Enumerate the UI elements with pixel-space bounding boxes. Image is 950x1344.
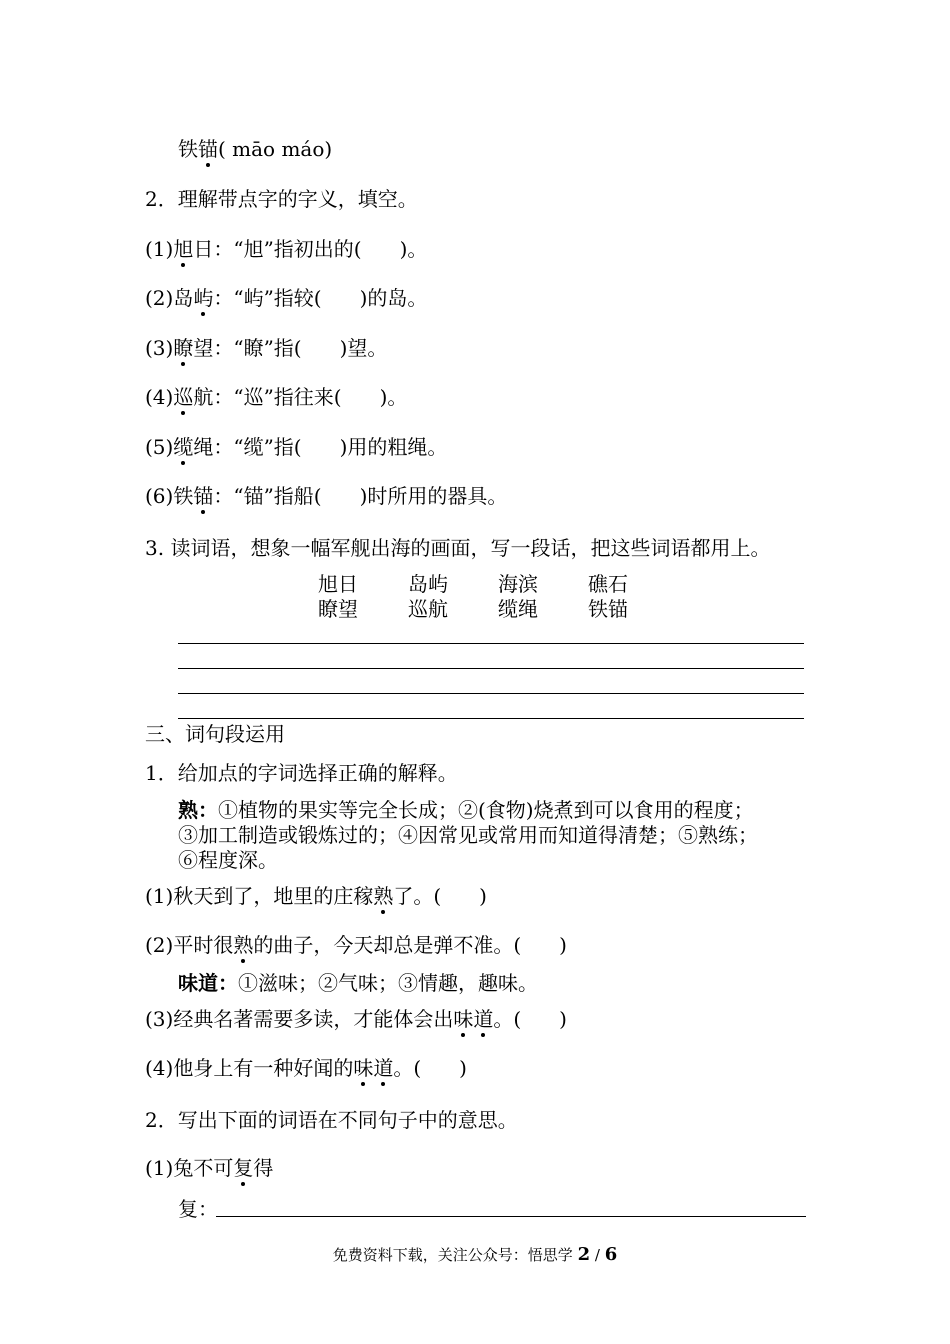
word: 礁石 (588, 572, 628, 596)
word: 瞭望 (318, 597, 358, 621)
dotted-char: 巡 (173, 385, 194, 409)
dotted-char: 锚 (193, 484, 214, 508)
word: 旭日 (318, 572, 358, 596)
dotted-char: 瞭 (173, 336, 194, 360)
s3-q2-label: 复： (178, 1197, 218, 1221)
word: 岛屿 (408, 572, 448, 596)
dotted-char: 熟 (233, 933, 254, 957)
dotted-char: 道 (373, 1056, 394, 1080)
dotted-char: 屿 (193, 286, 214, 310)
q2-item-2: (2)岛屿：“屿”指较( )的岛。 (145, 286, 428, 310)
writing-line[interactable] (178, 643, 804, 644)
shu-definition: 熟：①植物的果实等完全长成；②(食物)烧煮到可以食用的程度； (178, 798, 754, 822)
s3-q1-title: 1．给加点的字词选择正确的解释。 (145, 761, 458, 785)
dotted-char: 缆 (173, 435, 194, 459)
s3-sentence-1: (1)秋天到了，地里的庄稼熟了。( ) (145, 884, 487, 908)
s3-q2-title: 2．写出下面的词语在不同句子中的意思。 (145, 1108, 518, 1132)
q2-item-5: (5)缆绳：“缆”指( )用的粗绳。 (145, 435, 448, 459)
section-heading: 三、词句段运用 (145, 722, 285, 746)
q2-item-4: (4)巡航：“巡”指往来( )。 (145, 385, 408, 409)
word: 海滨 (498, 572, 538, 596)
s3-sentence-2: (2)平时很熟的曲子，今天却总是弹不准。( ) (145, 933, 567, 957)
shu-definition-3: ⑥程度深。 (178, 848, 278, 872)
word: 缆绳 (498, 597, 538, 621)
dotted-char: 道 (473, 1007, 494, 1031)
q2-item-3: (3)瞭望：“瞭”指( )望。 (145, 336, 388, 360)
writing-line[interactable] (178, 668, 804, 669)
q2-item-1: (1)旭日：“旭”指初出的( )。 (145, 237, 428, 261)
dotted-char: 锚 (198, 137, 218, 161)
dotted-char: 味 (453, 1007, 474, 1031)
writing-line[interactable] (178, 718, 804, 719)
q3-title: 3. 读词语，想象一幅军舰出海的画面，写一段话，把这些词语都用上。 (145, 536, 771, 560)
word: 铁锚 (588, 597, 628, 621)
q2-title: 2．理解带点字的字义，填空。 (145, 187, 418, 211)
q2-item-6: (6)铁锚：“锚”指船( )时所用的器具。 (145, 484, 508, 508)
s3-sentence-4: (4)他身上有一种好闻的味道。( ) (145, 1056, 467, 1080)
word: 巡航 (408, 597, 448, 621)
s3-q2-item-1: (1)兔不可复得 (145, 1156, 274, 1180)
s3-sentence-3: (3)经典名著需要多读，才能体会出味道。( ) (145, 1007, 567, 1031)
weidao-definition: 味道：①滋味；②气味；③情趣，趣味。 (178, 971, 538, 995)
pinyin-line: 铁锚( māo máo) (178, 137, 333, 161)
shu-definition-2: ③加工制造或锻炼过的；④因常见或常用而知道得清楚；⑤熟练； (178, 823, 758, 847)
dotted-char: 熟 (373, 884, 394, 908)
dotted-char: 复 (233, 1156, 254, 1180)
dotted-char: 味 (353, 1056, 374, 1080)
footer: 免费资料下载，关注公众号：悟思学 2 / 6 (332, 1244, 618, 1265)
dotted-char: 旭 (173, 237, 194, 261)
writing-line[interactable] (178, 693, 804, 694)
answer-line[interactable] (216, 1216, 806, 1217)
